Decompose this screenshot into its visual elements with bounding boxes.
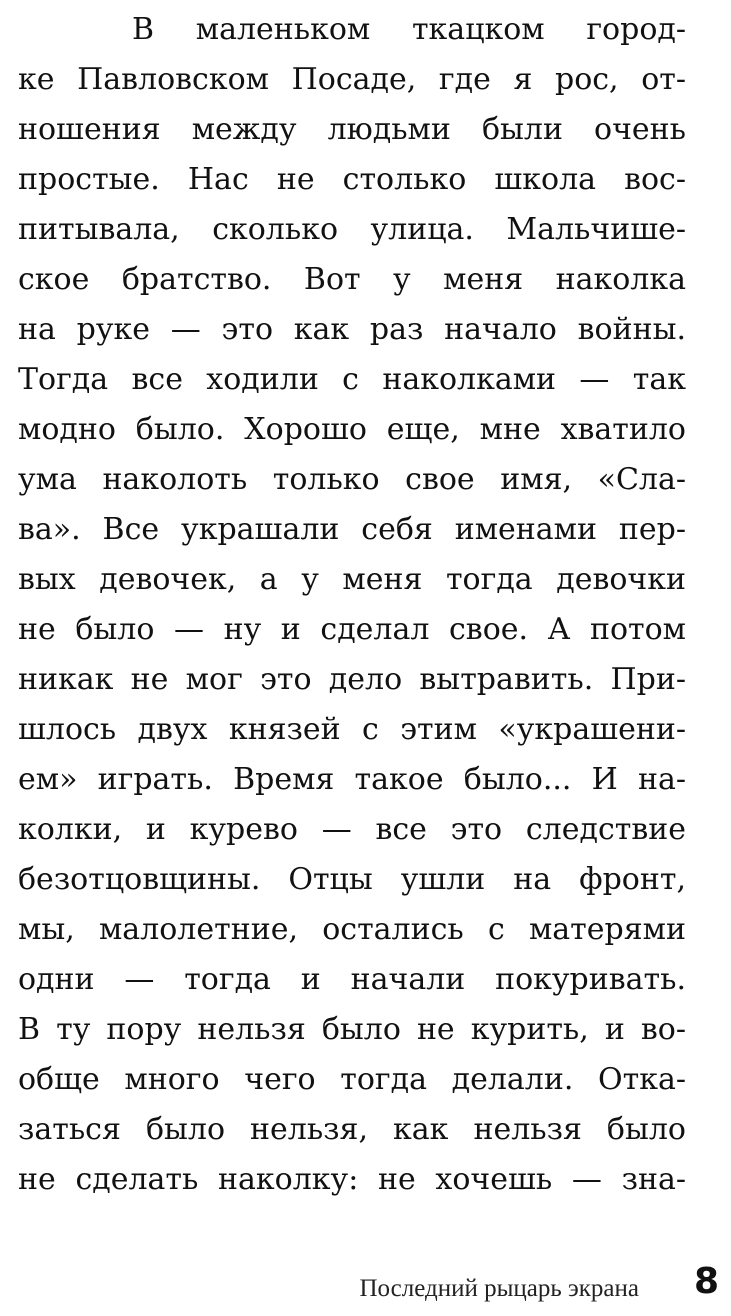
text-line: не было — ну и сделал свое. А потом [18,612,686,647]
running-title: Последний рыцарь экрана [359,1275,639,1302]
text-line: заться было нельзя, как нельзя было [18,1112,686,1147]
text-line: В маленьком ткацком город- [132,12,686,47]
text-line: вых девочек, а у меня тогда девочки [18,562,686,597]
text-line: питывала, сколько улица. Мальчише- [18,212,686,247]
page-footer [0,1258,731,1308]
text-line: ума наколоть только свое имя, «Сла- [18,462,686,497]
text-line: ем» играть. Время такое было... И на- [18,762,686,797]
text-line: шлось двух князей с этим «украшени- [18,712,686,747]
text-line: ношения между людьми были очень [18,112,686,147]
text-line: ке Павловском Посаде, где я рос, от- [18,62,686,97]
text-line: модно было. Хорошо еще, мне хватило [18,412,686,447]
text-line: никак не мог это дело вытравить. При- [18,662,686,697]
text-line: мы, малолетние, остались с матерями [18,912,686,947]
text-line: безотцовщины. Отцы ушли на фронт, [18,862,686,897]
text-line: ское братство. Вот у меня наколка [18,262,686,297]
text-line: колки, и курево — все это следствие [18,812,686,847]
body-text [18,5,686,1205]
text-line: обще много чего тогда делали. Отка- [18,1062,686,1097]
text-line: Тогда все ходили с наколками — так [18,362,686,397]
page-number: 8 [693,1261,719,1302]
text-line: одни — тогда и начали покуривать. [18,962,686,997]
text-line: не сделать наколку: не хочешь — зна- [18,1162,686,1197]
text-line: ва». Все украшали себя именами пер- [18,512,686,547]
text-line: на руке — это как раз начало войны. [18,312,686,347]
text-line: простые. Нас не столько школа вос- [18,162,686,197]
text-line: В ту пору нельзя было не курить, и во- [18,1012,686,1047]
